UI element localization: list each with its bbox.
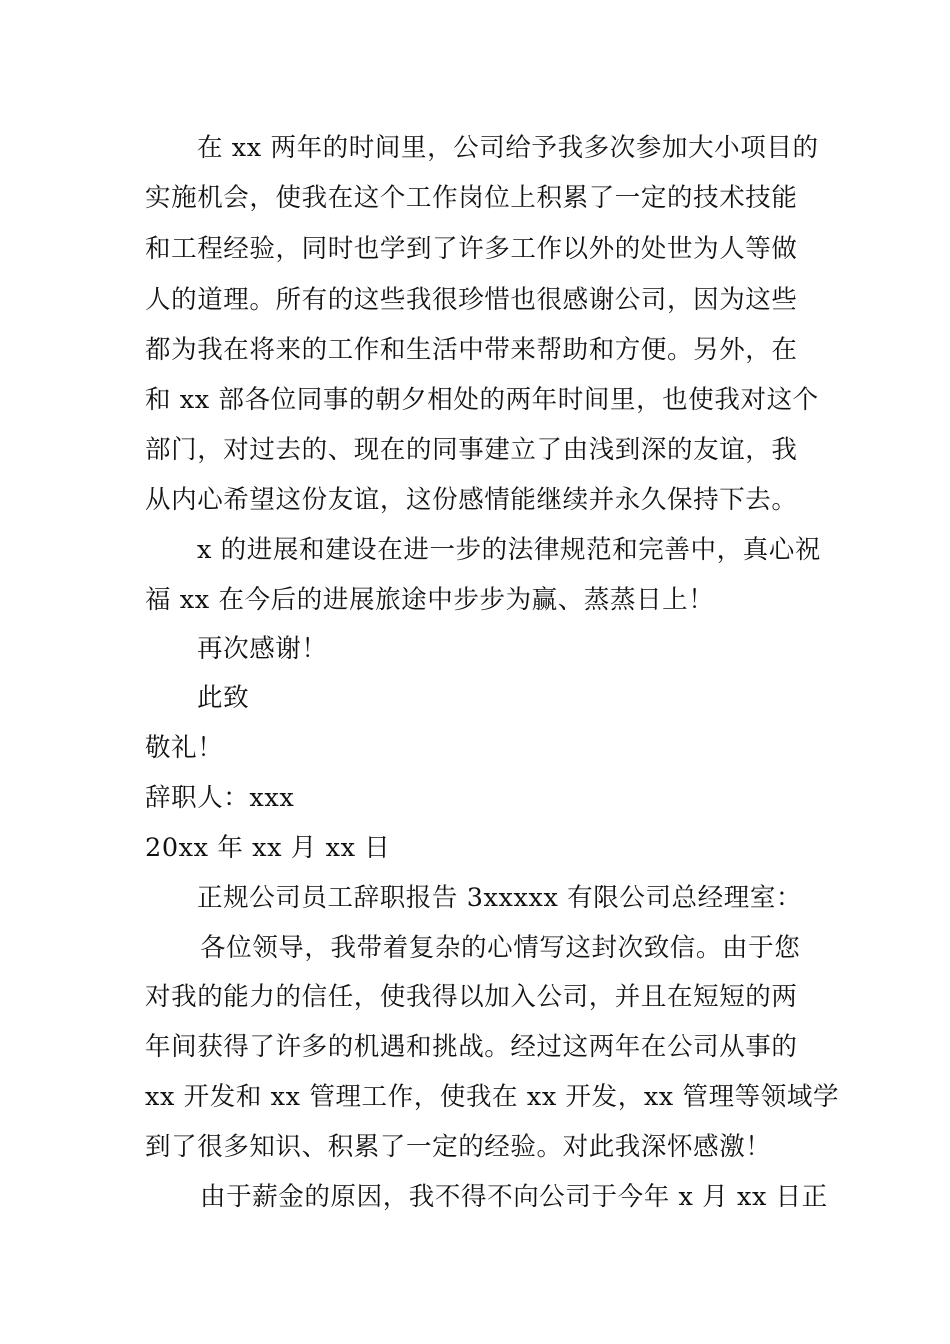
paragraph-line: 对我的能力的信任，使我得以加入公司，并且在短短的两 (145, 982, 798, 1012)
closing-thanks: 再次感谢！ (197, 634, 328, 664)
paragraph-line: 部门，对过去的、现在的同事建立了由浅到深的友谊，我 (145, 435, 798, 465)
paragraph-line: xx 开发和 xx 管理工作，使我在 xx 开发，xx 管理等领域学 (145, 1082, 840, 1112)
paragraph-line: 实施机会，使我在这个工作岗位上积累了一定的技术技能 (145, 183, 798, 213)
date-line: 20xx 年 xx 月 xx 日 (145, 833, 391, 863)
paragraph-line: 和工程经验，同时也学到了许多工作以外的处世为人等做 (145, 234, 798, 264)
paragraph-line: 和 xx 部各位同事的朝夕相处的两年时间里，也使我对这个 (145, 385, 819, 415)
signature-line: 辞职人：xxx (145, 783, 295, 813)
closing-salutation: 此致 (197, 683, 250, 713)
paragraph-line: 各位领导，我带着复杂的心情写这封次致信。由于您 (200, 933, 801, 963)
paragraph-line: 福 xx 在今后的进展旅途中步步为赢、蒸蒸日上！ (145, 585, 715, 615)
paragraph-line: x 的进展和建设在进一步的法律规范和完善中，真心祝 (197, 535, 821, 565)
section-heading: 正规公司员工辞职报告 3xxxxx 有限公司总经理室： (197, 883, 803, 913)
paragraph-line: 在 xx 两年的时间里，公司给予我多次参加大小项目的 (197, 133, 819, 163)
paragraph-line: 到了很多知识、积累了一定的经验。对此我深怀感激！ (145, 1132, 772, 1162)
paragraph-line: 由于薪金的原因，我不得不向公司于今年 x 月 xx 日正 (200, 1182, 828, 1212)
paragraph-line: 年间获得了许多的机遇和挑战。经过这两年在公司从事的 (145, 1032, 798, 1062)
closing-respect: 敬礼！ (145, 733, 224, 763)
paragraph-line: 人的道理。所有的这些我很珍惜也很感谢公司，因为这些 (145, 285, 798, 315)
paragraph-line: 从内心希望这份友谊，这份感情能继续并永久保持下去。 (145, 485, 798, 515)
paragraph-line: 都为我在将来的工作和生活中带来帮助和方便。另外，在 (145, 335, 798, 365)
